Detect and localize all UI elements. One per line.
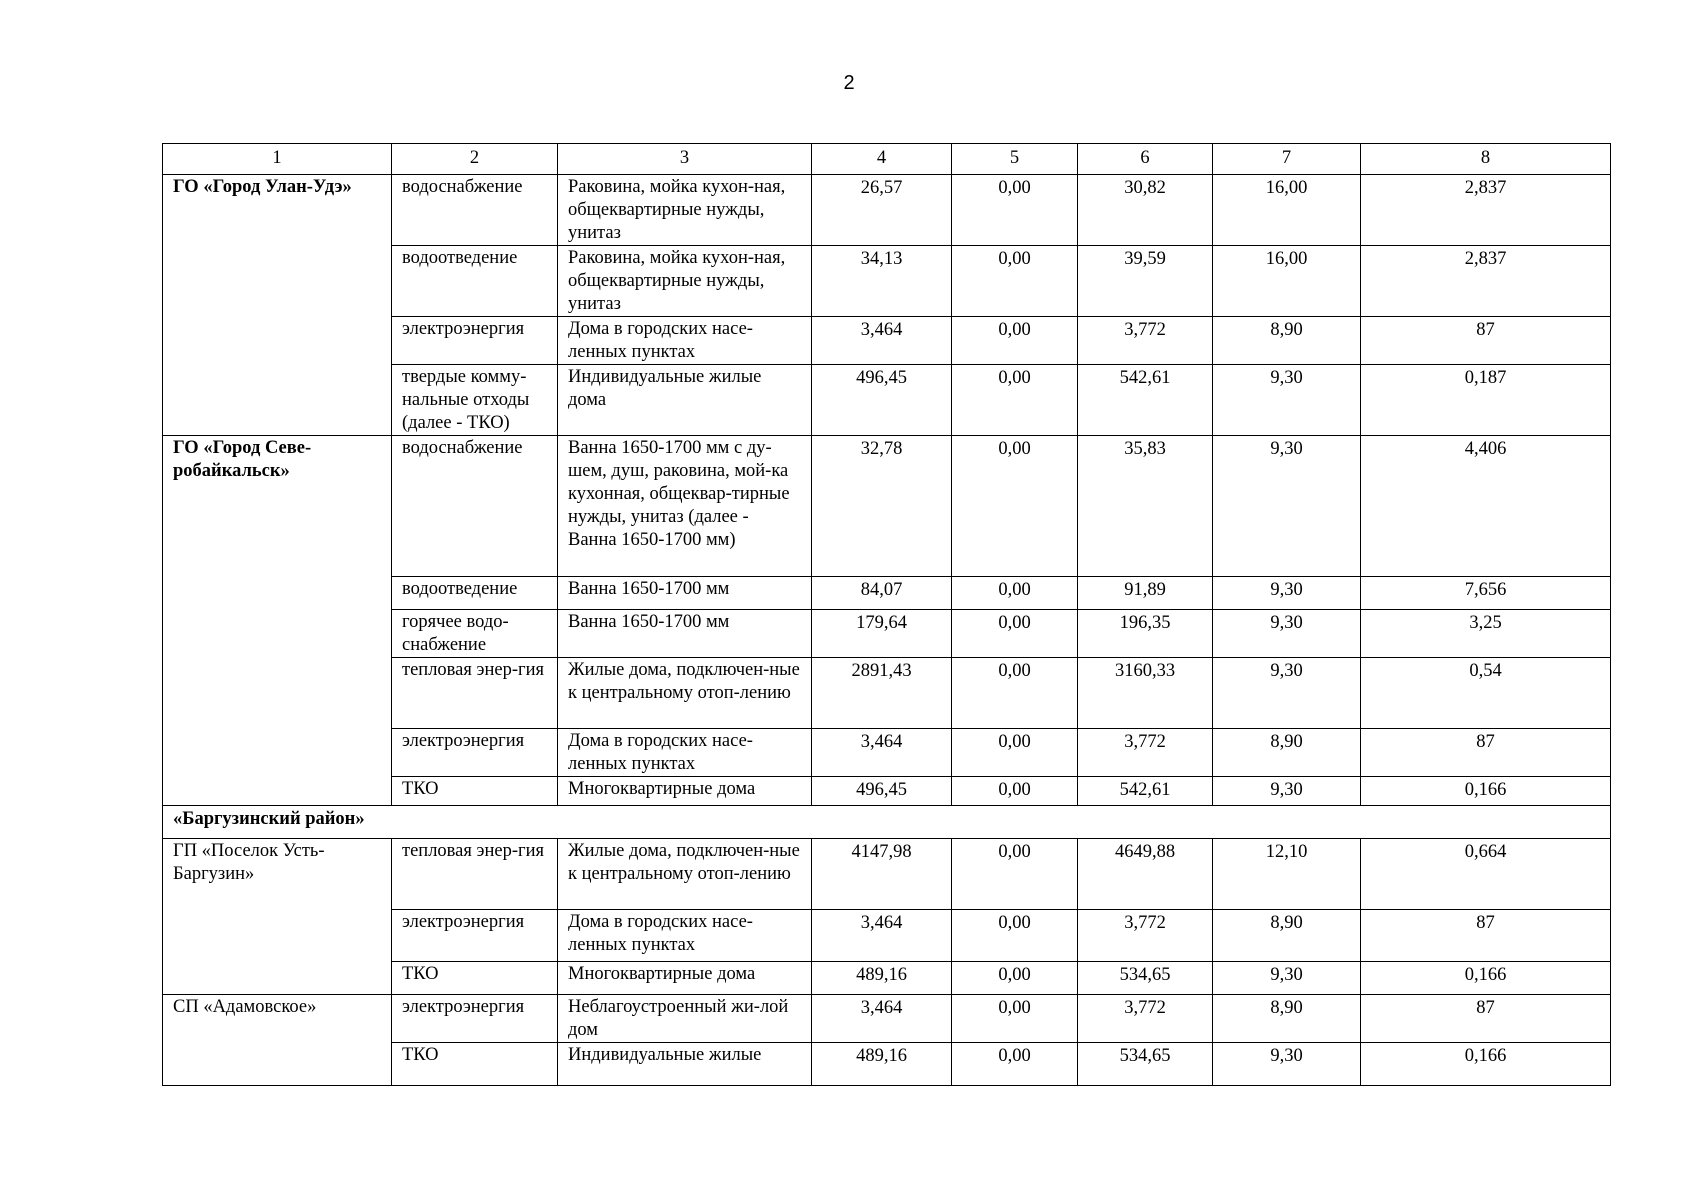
table-row	[163, 995, 1611, 1043]
description-cell: Раковина, мойка кухон-ная, общеквартирные нужды, унитаз	[558, 175, 812, 246]
value-cell: 0,00	[952, 175, 1078, 246]
value-cell: 542,61	[1078, 365, 1213, 436]
value-cell: 0,00	[952, 577, 1078, 610]
description-cell: Индивидуальные жилые	[558, 1043, 812, 1086]
value-cell: 87	[1361, 910, 1611, 962]
description-cell: Жилые дома, подключен-ные к центральному отоп-лению	[558, 658, 812, 729]
table-row	[163, 839, 1611, 910]
header-cell: 7	[1213, 144, 1361, 175]
description-cell: Дома в городских насе-ленных пунктах	[558, 729, 812, 777]
value-cell: 0,166	[1361, 1043, 1611, 1086]
description-cell: Раковина, мойка кухон-ная, общеквартирные нужды, унитаз	[558, 246, 812, 317]
value-cell: 9,30	[1213, 777, 1361, 806]
page-number: 2	[843, 72, 855, 94]
value-cell: 0,00	[952, 317, 1078, 365]
value-cell: 9,30	[1213, 610, 1361, 658]
value-cell: 32,78	[812, 436, 952, 577]
value-cell: 16,00	[1213, 246, 1361, 317]
value-cell: 0,00	[952, 910, 1078, 962]
value-cell: 8,90	[1213, 910, 1361, 962]
value-cell: 489,16	[812, 1043, 952, 1086]
description-cell: Ванна 1650-1700 мм с ду-шем, душ, раковина, мой-ка кухонная, общеквар-тирные нужды, унитаз (далее - Ванна 1650-1700 мм)	[558, 436, 812, 577]
value-cell: 3,772	[1078, 910, 1213, 962]
value-cell: 26,57	[812, 175, 952, 246]
value-cell: 0,00	[952, 436, 1078, 577]
value-cell: 2891,43	[812, 658, 952, 729]
value-cell: 496,45	[812, 777, 952, 806]
district-row	[163, 806, 1611, 839]
value-cell: 542,61	[1078, 777, 1213, 806]
value-cell: 0,00	[952, 839, 1078, 910]
municipality-cell: ГО «Город Улан-Удэ»	[163, 175, 392, 436]
service-cell: водоснабжение	[392, 436, 558, 577]
value-cell: 0,00	[952, 962, 1078, 995]
header-cell: 5	[952, 144, 1078, 175]
value-cell: 34,13	[812, 246, 952, 317]
value-cell: 3,772	[1078, 995, 1213, 1043]
table-row	[163, 175, 1611, 246]
value-cell: 35,83	[1078, 436, 1213, 577]
description-cell: Дома в городских насе-ленных пунктах	[558, 910, 812, 962]
value-cell: 87	[1361, 317, 1611, 365]
service-cell: ТКО	[392, 1043, 558, 1086]
value-cell: 489,16	[812, 962, 952, 995]
header-cell: 4	[812, 144, 952, 175]
value-cell: 534,65	[1078, 1043, 1213, 1086]
value-cell: 196,35	[1078, 610, 1213, 658]
service-cell: водоотведение	[392, 577, 558, 610]
value-cell: 87	[1361, 995, 1611, 1043]
header-cell: 6	[1078, 144, 1213, 175]
value-cell: 3160,33	[1078, 658, 1213, 729]
value-cell: 12,10	[1213, 839, 1361, 910]
service-cell: водоотведение	[392, 246, 558, 317]
tariff-table	[162, 143, 1611, 1086]
description-cell: Ванна 1650-1700 мм	[558, 610, 812, 658]
description-cell: Дома в городских насе-ленных пунктах	[558, 317, 812, 365]
value-cell: 91,89	[1078, 577, 1213, 610]
description-cell: Неблагоустроенный жи-лой дом	[558, 995, 812, 1043]
description-cell: Ванна 1650-1700 мм	[558, 577, 812, 610]
description-cell: Многоквартирные дома	[558, 777, 812, 806]
description-cell: Многоквартирные дома	[558, 962, 812, 995]
municipality-cell: ГО «Город Севе-робайкальск»	[163, 436, 392, 806]
value-cell: 0,54	[1361, 658, 1611, 729]
value-cell: 0,166	[1361, 777, 1611, 806]
service-cell: ТКО	[392, 962, 558, 995]
value-cell: 0,00	[952, 995, 1078, 1043]
value-cell: 9,30	[1213, 1043, 1361, 1086]
service-cell: горячее водо-снабжение	[392, 610, 558, 658]
value-cell: 0,664	[1361, 839, 1611, 910]
description-cell: Индивидуальные жилые дома	[558, 365, 812, 436]
header-cell: 1	[163, 144, 392, 175]
value-cell: 7,656	[1361, 577, 1611, 610]
value-cell: 0,00	[952, 365, 1078, 436]
value-cell: 3,464	[812, 729, 952, 777]
value-cell: 4649,88	[1078, 839, 1213, 910]
header-row	[163, 144, 1611, 175]
service-cell: электроэнергия	[392, 729, 558, 777]
value-cell: 0,00	[952, 729, 1078, 777]
value-cell: 0,00	[952, 610, 1078, 658]
value-cell: 534,65	[1078, 962, 1213, 995]
value-cell: 87	[1361, 729, 1611, 777]
service-cell: тепловая энер-гия	[392, 839, 558, 910]
value-cell: 3,464	[812, 317, 952, 365]
service-cell: тепловая энер-гия	[392, 658, 558, 729]
value-cell: 2,837	[1361, 175, 1611, 246]
municipality-cell: ГП «Поселок Усть-Баргузин»	[163, 839, 392, 995]
value-cell: 84,07	[812, 577, 952, 610]
value-cell: 2,837	[1361, 246, 1611, 317]
value-cell: 3,25	[1361, 610, 1611, 658]
value-cell: 0,00	[952, 777, 1078, 806]
value-cell: 3,464	[812, 995, 952, 1043]
value-cell: 4,406	[1361, 436, 1611, 577]
table-body	[163, 144, 1611, 1086]
value-cell: 0,166	[1361, 962, 1611, 995]
value-cell: 3,772	[1078, 317, 1213, 365]
value-cell: 0,00	[952, 1043, 1078, 1086]
value-cell: 496,45	[812, 365, 952, 436]
value-cell: 30,82	[1078, 175, 1213, 246]
service-cell: электроэнергия	[392, 995, 558, 1043]
district-title: «Баргузинский район»	[163, 806, 1611, 839]
header-cell: 3	[558, 144, 812, 175]
value-cell: 16,00	[1213, 175, 1361, 246]
value-cell: 0,187	[1361, 365, 1611, 436]
value-cell: 9,30	[1213, 658, 1361, 729]
municipality-cell: СП «Адамовское»	[163, 995, 392, 1086]
service-cell: ТКО	[392, 777, 558, 806]
service-cell: электроэнергия	[392, 317, 558, 365]
table-row	[163, 436, 1611, 577]
value-cell: 179,64	[812, 610, 952, 658]
value-cell: 0,00	[952, 658, 1078, 729]
value-cell: 8,90	[1213, 995, 1361, 1043]
value-cell: 9,30	[1213, 436, 1361, 577]
header-cell: 2	[392, 144, 558, 175]
header-cell: 8	[1361, 144, 1611, 175]
value-cell: 39,59	[1078, 246, 1213, 317]
value-cell: 0,00	[952, 246, 1078, 317]
value-cell: 8,90	[1213, 729, 1361, 777]
service-cell: электроэнергия	[392, 910, 558, 962]
description-cell: Жилые дома, подключен-ные к центральному отоп-лению	[558, 839, 812, 910]
value-cell: 8,90	[1213, 317, 1361, 365]
service-cell: водоснабжение	[392, 175, 558, 246]
value-cell: 9,30	[1213, 962, 1361, 995]
value-cell: 9,30	[1213, 577, 1361, 610]
value-cell: 3,464	[812, 910, 952, 962]
value-cell: 4147,98	[812, 839, 952, 910]
value-cell: 3,772	[1078, 729, 1213, 777]
value-cell: 9,30	[1213, 365, 1361, 436]
service-cell: твердые комму-нальные отходы (далее - ТКО)	[392, 365, 558, 436]
